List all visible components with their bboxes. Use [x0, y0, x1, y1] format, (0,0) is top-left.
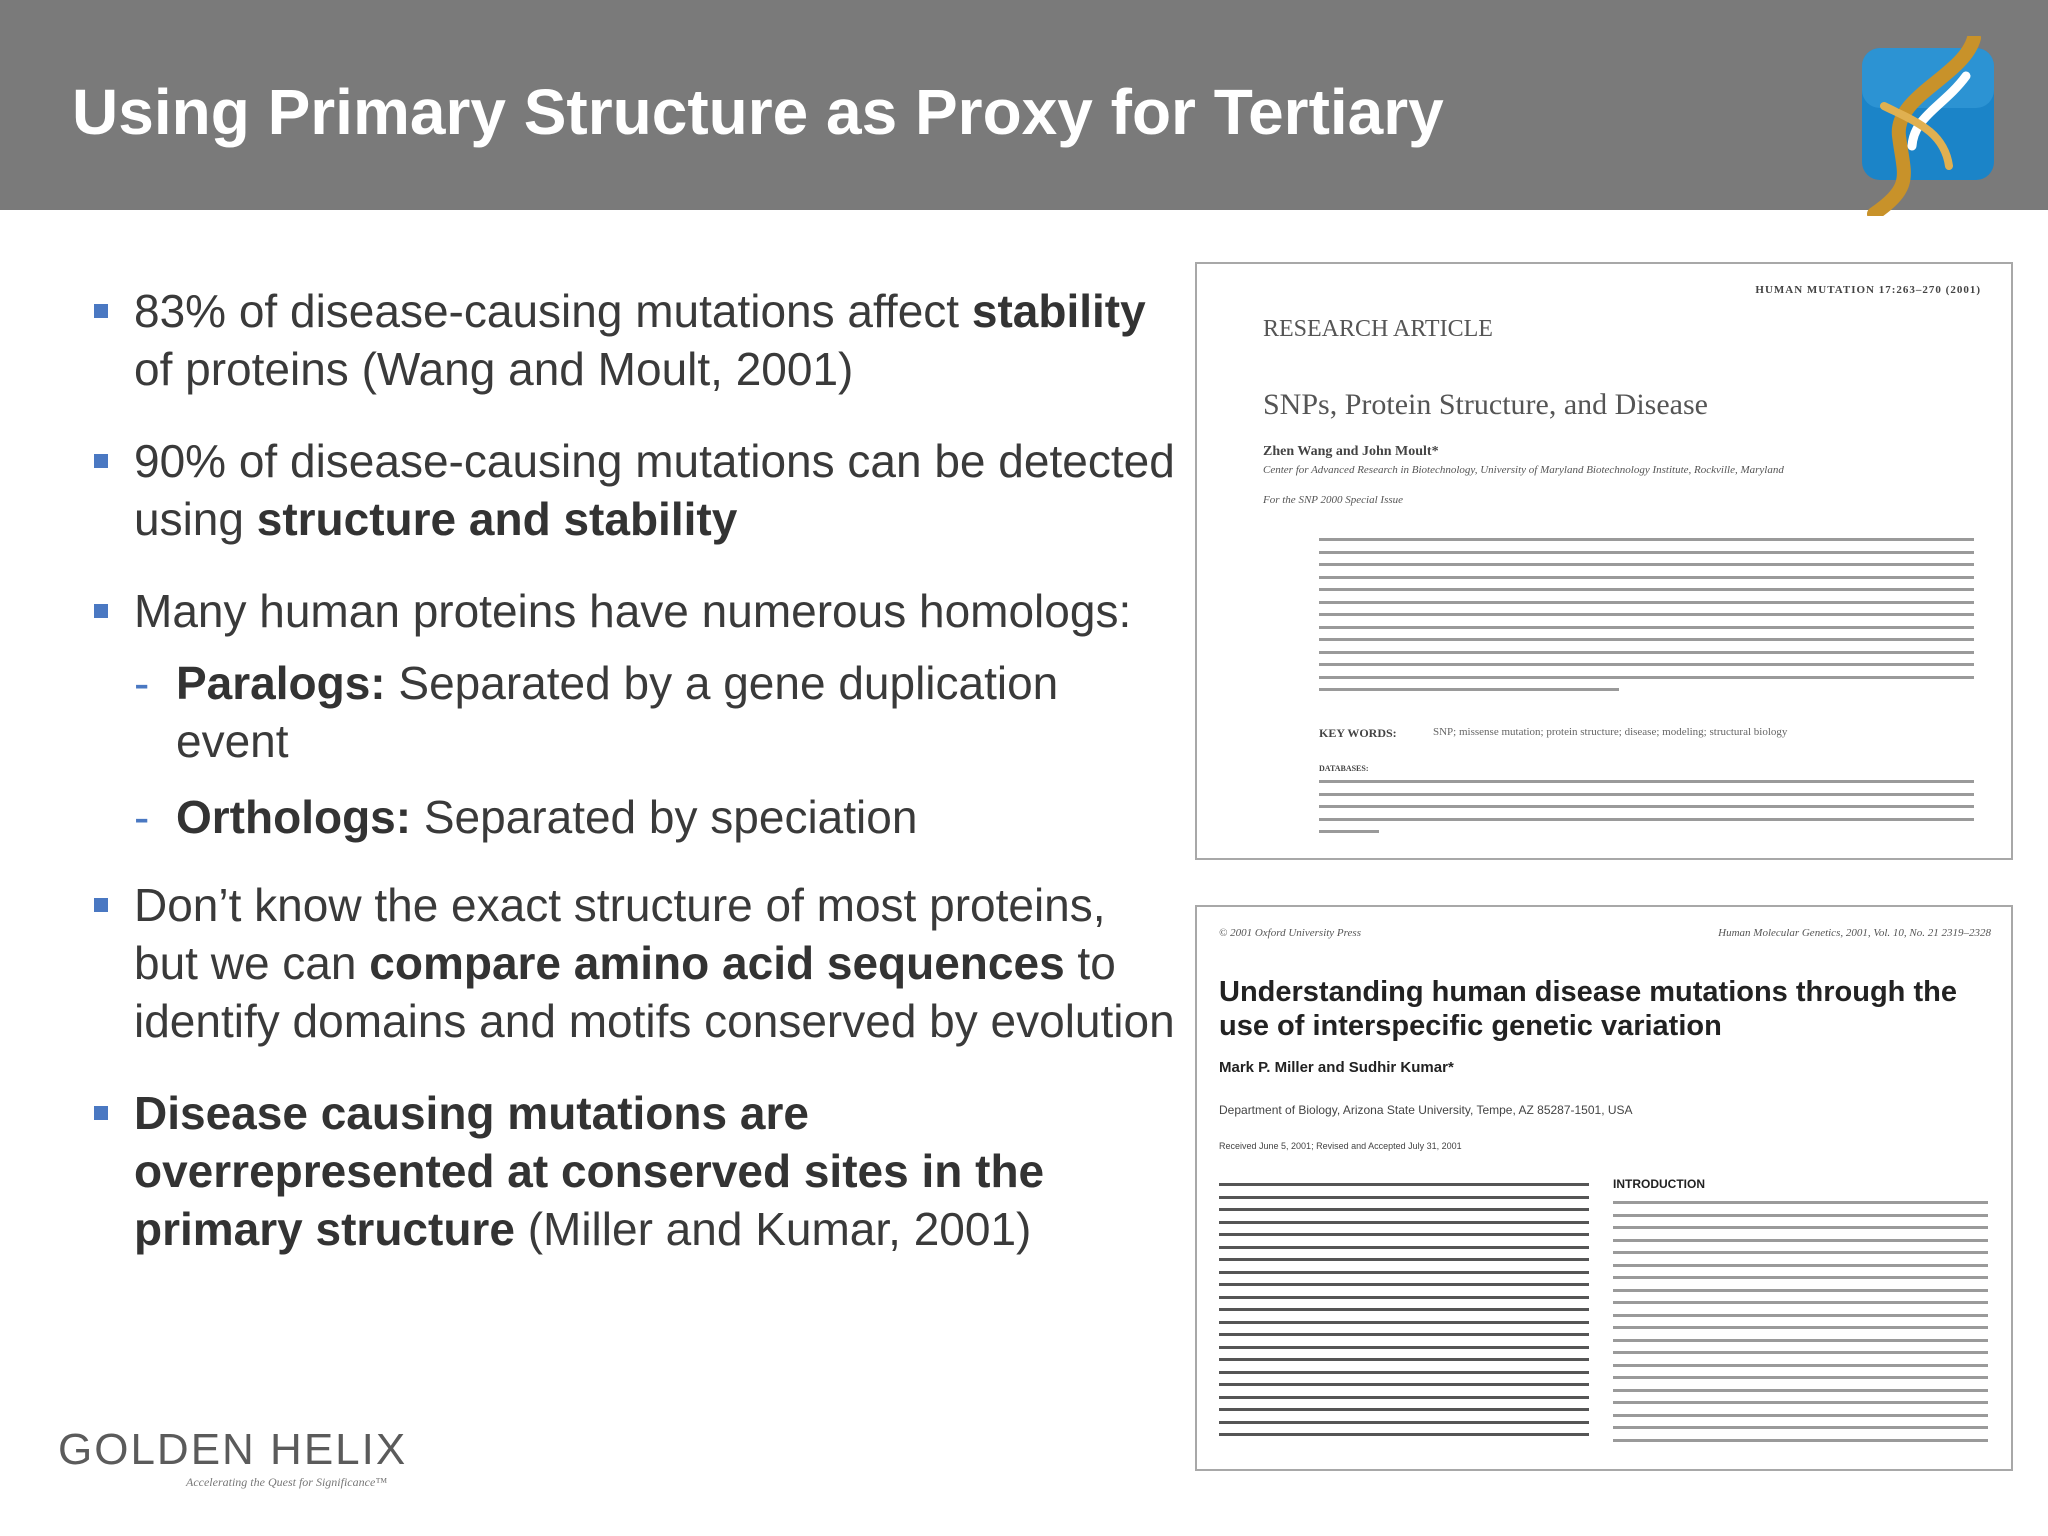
paper2-department: Department of Biology, Arizona State University, Tempe, AZ 85287-1501, USA: [1219, 1103, 1633, 1117]
paper1-keywords: SNP; missense mutation; protein structure; disease; modeling; structural biology: [1433, 726, 1788, 738]
slide-title: Using Primary Structure as Proxy for Tertiary: [72, 76, 1444, 148]
paper1-database-lines: [1319, 780, 1974, 843]
paper1-type: RESEARCH ARTICLE: [1263, 316, 1493, 342]
paper2-title: Understanding human disease mutations through the use of interspecific genetic variation: [1219, 976, 1957, 1042]
bullet-marker: [94, 304, 108, 318]
bullet-homologs: Many human proteins have numerous homologs: - Paralogs: Separated by a gene duplication event - Orthologs: Separated by speciation: [90, 582, 1180, 846]
bullet-stability: 83% of disease-causing mutations affect stability of proteins (Wang and Moult, 2001): [90, 282, 1180, 398]
title-bar: [0, 0, 2048, 210]
bullet-marker: [94, 454, 108, 468]
paper1-abstract-lines: [1319, 538, 1974, 701]
paper2-introduction-column: [1613, 1201, 1988, 1451]
paper1-keywords-label: KEY WORDS:: [1319, 726, 1397, 740]
bullet-detection: 90% of disease-causing mutations can be detected using structure and stability: [90, 432, 1180, 548]
paper-thumbnail-miller-kumar: [1195, 905, 2013, 1471]
bullet-list: [90, 282, 1180, 1292]
bullet-conserved-sites: Disease causing mutations are overrepresented at conserved sites in the primary structure (Miller and Kumar, 2001): [90, 1084, 1180, 1258]
bullet-marker: [94, 604, 108, 618]
paper2-copyright: © 2001 Oxford University Press: [1219, 927, 1361, 939]
paper-thumbnail-wang-moult: [1195, 262, 2013, 860]
paper2-journal: Human Molecular Genetics, 2001, Vol. 10, No. 21 2319–2328: [1718, 927, 1991, 939]
bullet-sequence-compare: Don’t know the exact structure of most proteins, but we can compare amino acid sequences to identify domains and motifs conserved by evolution: [90, 876, 1180, 1050]
paper1-databases-label: DATABASES:: [1319, 764, 1369, 773]
helix-logo-icon: [1854, 36, 2004, 216]
dash-marker: -: [134, 791, 150, 843]
paper1-authors: Zhen Wang and John Moult*: [1263, 444, 1439, 459]
paper1-issue: For the SNP 2000 Special Issue: [1263, 494, 1404, 506]
golden-helix-logo: [58, 1425, 418, 1495]
paper2-authors: Mark P. Miller and Sudhir Kumar*: [1219, 1059, 1454, 1076]
sub-bullet-paralogs: - Paralogs: Separated by a gene duplication event: [90, 654, 1180, 770]
dash-marker: -: [134, 657, 150, 709]
paper2-abstract-column: [1219, 1183, 1589, 1446]
sub-bullet-orthologs: - Orthologs: Separated by speciation: [90, 788, 1180, 846]
paper1-journal: HUMAN MUTATION 17:263–270 (2001): [1755, 284, 1981, 296]
logo-tagline: Accelerating the Quest for Significance™: [186, 1475, 388, 1489]
bullet-marker: [94, 898, 108, 912]
paper1-title: SNPs, Protein Structure, and Disease: [1263, 388, 1708, 421]
paper2-introduction-heading: INTRODUCTION: [1613, 1177, 1705, 1191]
paper2-received: Received June 5, 2001; Revised and Accepted July 31, 2001: [1219, 1141, 1462, 1151]
paper1-affiliation: Center for Advanced Research in Biotechnology, University of Maryland Biotechnology Institute, Rockville, Maryland: [1263, 464, 1784, 476]
bullet-marker: [94, 1106, 108, 1120]
logo-name: GOLDEN HELIX: [58, 1425, 408, 1474]
